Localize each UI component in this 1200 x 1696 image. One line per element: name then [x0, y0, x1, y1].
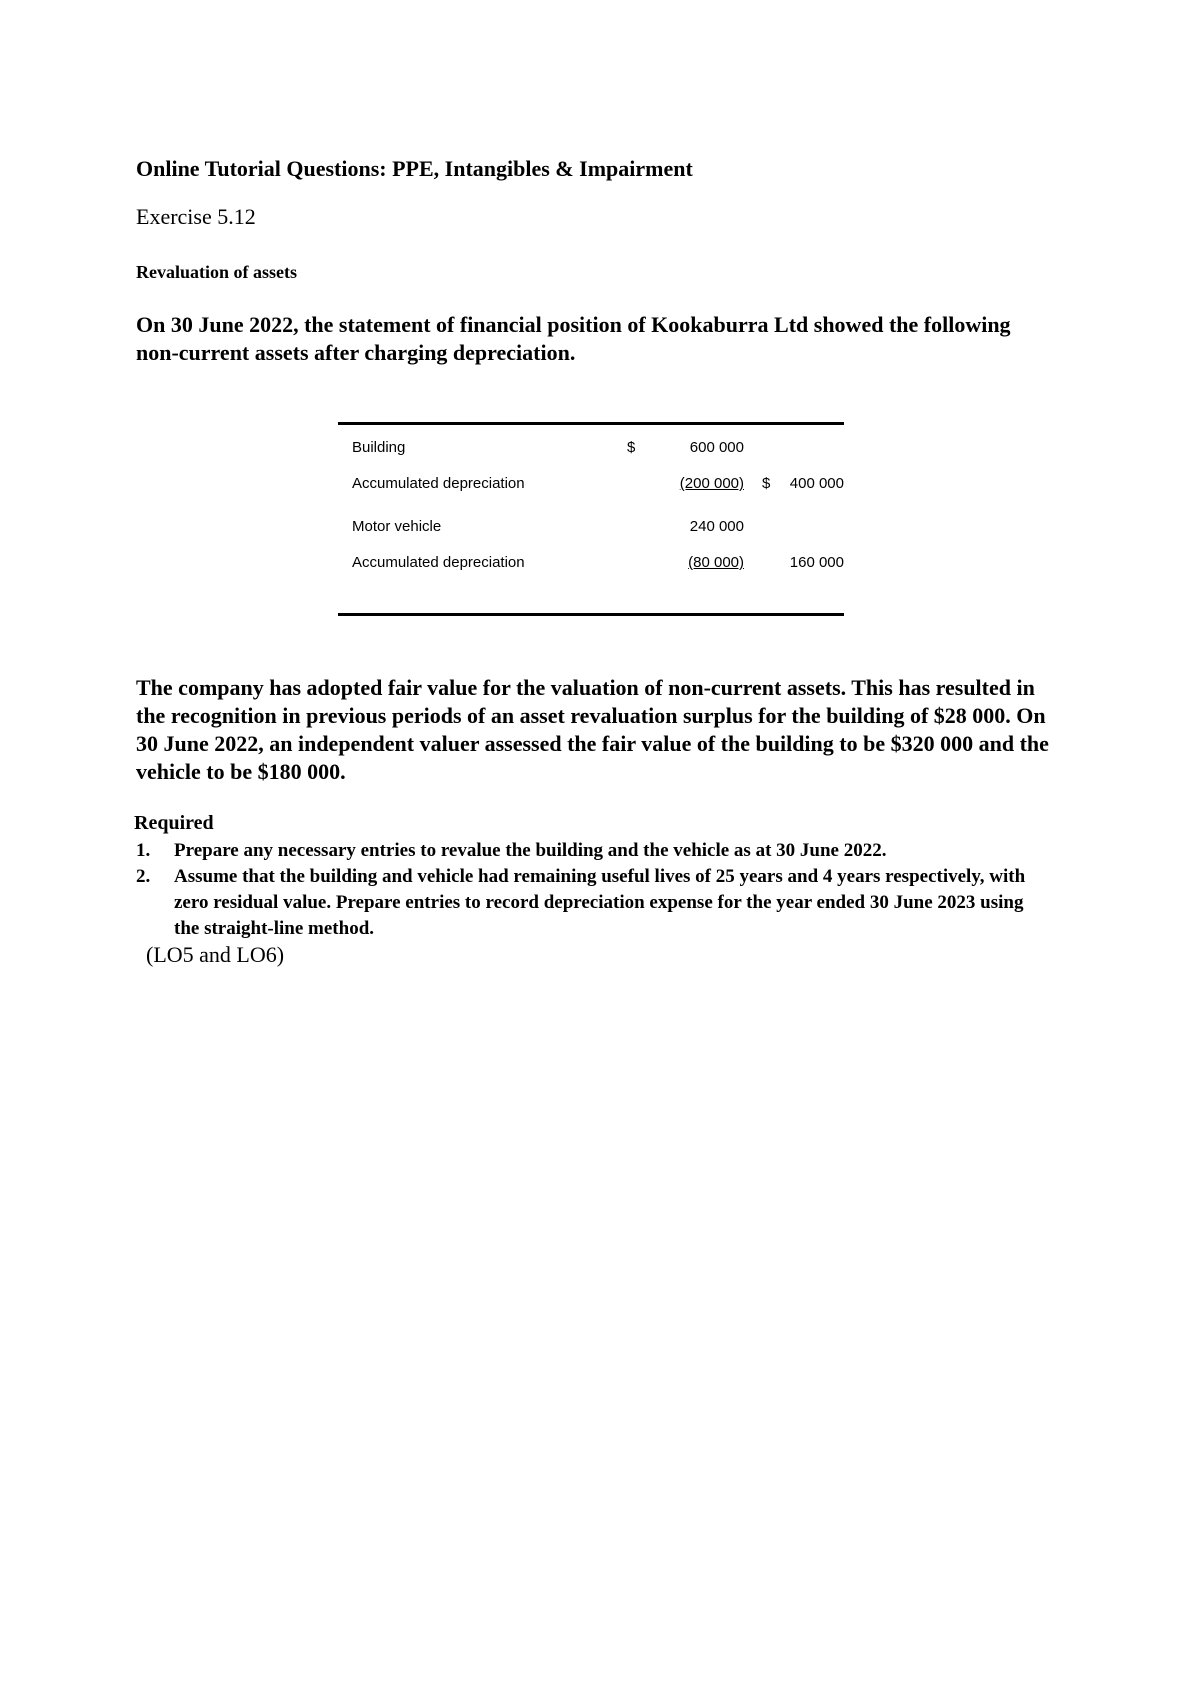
table-row-label: Accumulated depreciation	[352, 475, 525, 492]
table-row-label: Building	[352, 439, 406, 456]
fair-value-paragraph: The company has adopted fair value for the valuation of non-current assets. This has resulted in the recognition in previous periods of an asset revaluation surplus for the building of $28 000. On 30 June 2022, an independent valuer assessed the fair value of the building to be $320 000 and the vehicle to be $180 000.	[136, 675, 1049, 784]
exercise-number: Exercise 5.12	[136, 204, 256, 229]
table-cell-net-amount: 160 000	[789, 554, 844, 571]
underlined-amount: (200 000)	[679, 475, 744, 492]
currency-symbol: $	[762, 475, 771, 492]
list-item-number: 1.	[136, 840, 151, 861]
learning-outcomes: (LO5 and LO6)	[146, 942, 285, 967]
currency-symbol: $	[627, 439, 636, 456]
underlined-amount: (80 000)	[688, 554, 744, 571]
required-list	[134, 838, 1034, 942]
required-heading: Required	[134, 812, 214, 834]
intro-paragraph: On 30 June 2022, the statement of financial position of Kookaburra Ltd showed the following non-current assets after charging depreciation.	[136, 312, 1011, 365]
list-item-text: Assume that the building and vehicle had remaining useful lives of 25 years and 4 years respectively, with zero residual value. Prepare entries to record depreciation expense for the year ended 30 June 2023 using the straight-line method.	[174, 866, 1026, 939]
list-item	[134, 864, 1034, 942]
table-row-label: Accumulated depreciation	[352, 554, 525, 571]
table-cell-amount	[640, 475, 744, 492]
section-subheading: Revaluation of assets	[136, 262, 297, 282]
table-top-rule	[338, 422, 844, 425]
table-cell-amount: 600 000	[689, 439, 744, 456]
list-item-number: 2.	[136, 866, 151, 887]
table-bottom-rule	[338, 613, 844, 616]
table-cell-amount: 240 000	[689, 518, 744, 535]
list-item-text: Prepare any necessary entries to revalue the building and the vehicle as at 30 June 2022.	[174, 840, 887, 861]
document-title: Online Tutorial Questions: PPE, Intangibles & Impairment	[136, 156, 693, 181]
list-item	[134, 838, 1034, 864]
table-cell-amount	[640, 554, 744, 571]
table-cell-net-amount: 400 000	[789, 475, 844, 492]
table-row-label: Motor vehicle	[352, 518, 442, 535]
